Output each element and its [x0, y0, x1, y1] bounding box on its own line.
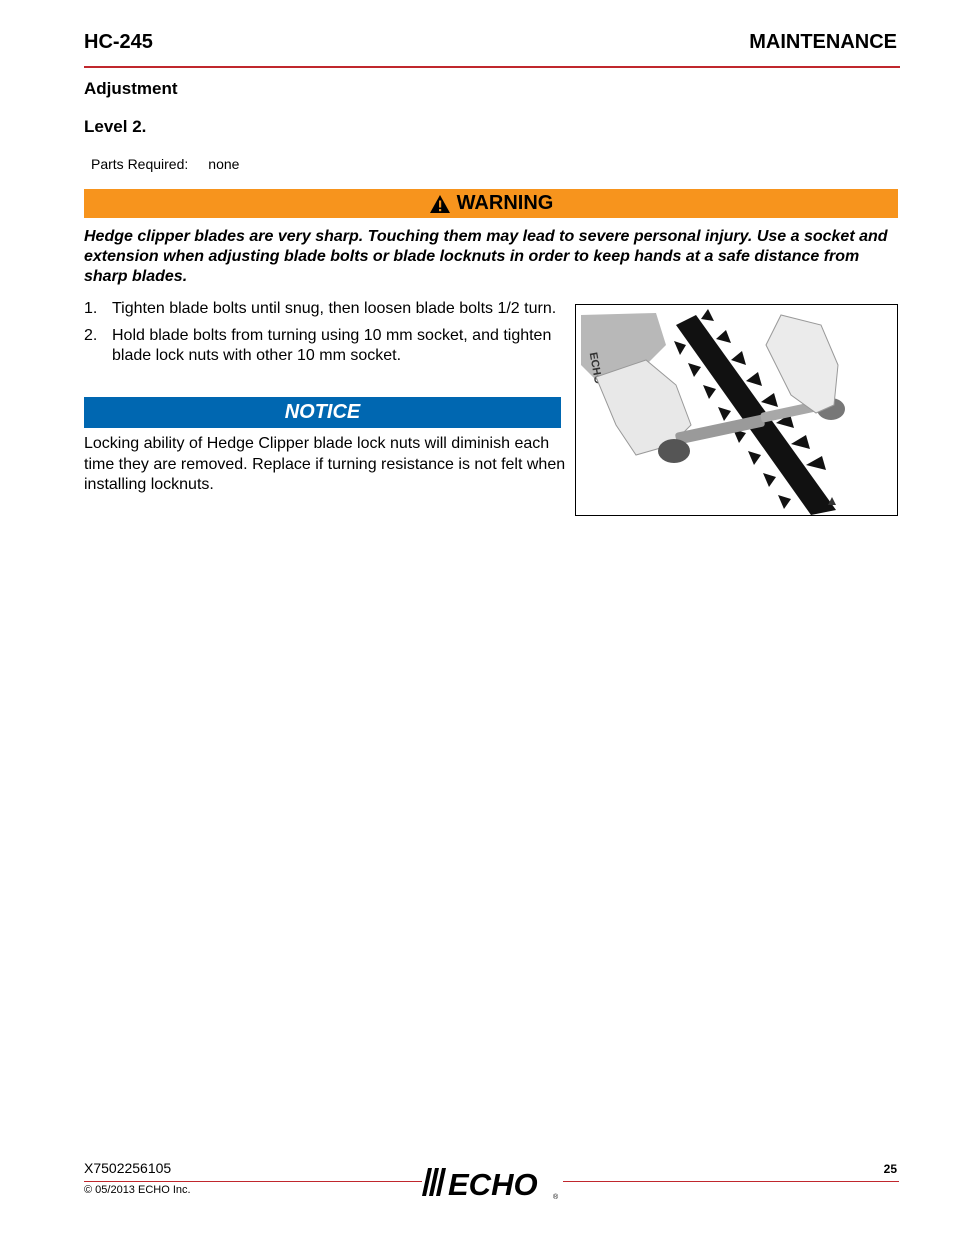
- step-item: [84, 299, 564, 319]
- glove-logo-text: ECHO: [586, 351, 605, 385]
- section-title: MAINTENANCE: [749, 31, 897, 53]
- adjustment-heading: Adjustment: [84, 79, 178, 98]
- echo-logo-text: ECHO: [448, 1167, 538, 1200]
- notice-banner: [84, 397, 561, 428]
- copyright: © 05/2013 ECHO Inc.: [84, 1184, 191, 1196]
- header-divider: [84, 66, 900, 68]
- parts-required-value: none: [208, 156, 240, 172]
- step-item: [84, 326, 564, 366]
- part-number: X7502256105: [84, 1160, 172, 1176]
- warning-text: Hedge clipper blades are very sharp. Touching them may lead to severe personal injury. Use a socket and extension when adjusting blade bolts or blade locknuts in order to keep hands at a safe distance from sharp blades.: [84, 228, 888, 285]
- svg-text:®: ®: [553, 1194, 559, 1200]
- step-text: Tighten blade bolts until snug, then loosen blade bolts 1/2 turn.: [112, 300, 557, 317]
- footer-divider-right: [563, 1181, 899, 1182]
- step-number: 2.: [84, 327, 98, 344]
- warning-banner: [84, 189, 898, 218]
- step-text: Hold blade bolts from turning using 10 mm socket, and tighten blade lock nuts with other 10 mm socket.: [112, 327, 552, 364]
- notice-text: Locking ability of Hedge Clipper blade lock nuts will diminish each time they are removed. Replace if turning resistance is not felt when installing locknuts.: [84, 435, 566, 493]
- notice-label: NOTICE: [284, 401, 361, 423]
- steps-list: [84, 299, 564, 373]
- photo-illustration: [576, 305, 897, 515]
- warning-label: WARNING: [456, 192, 554, 214]
- echo-logo: [422, 1164, 562, 1200]
- parts-required-label: Parts Required:: [91, 156, 189, 172]
- page-number: 25: [883, 1162, 897, 1176]
- level-heading: Level 2.: [84, 117, 147, 136]
- document-model: HC-245: [84, 31, 153, 53]
- warning-triangle-icon: [429, 194, 451, 214]
- step-number: 1.: [84, 300, 98, 317]
- parts-required: [91, 156, 239, 172]
- footer-divider-left: [84, 1181, 422, 1182]
- blade-adjustment-photo: [575, 304, 898, 516]
